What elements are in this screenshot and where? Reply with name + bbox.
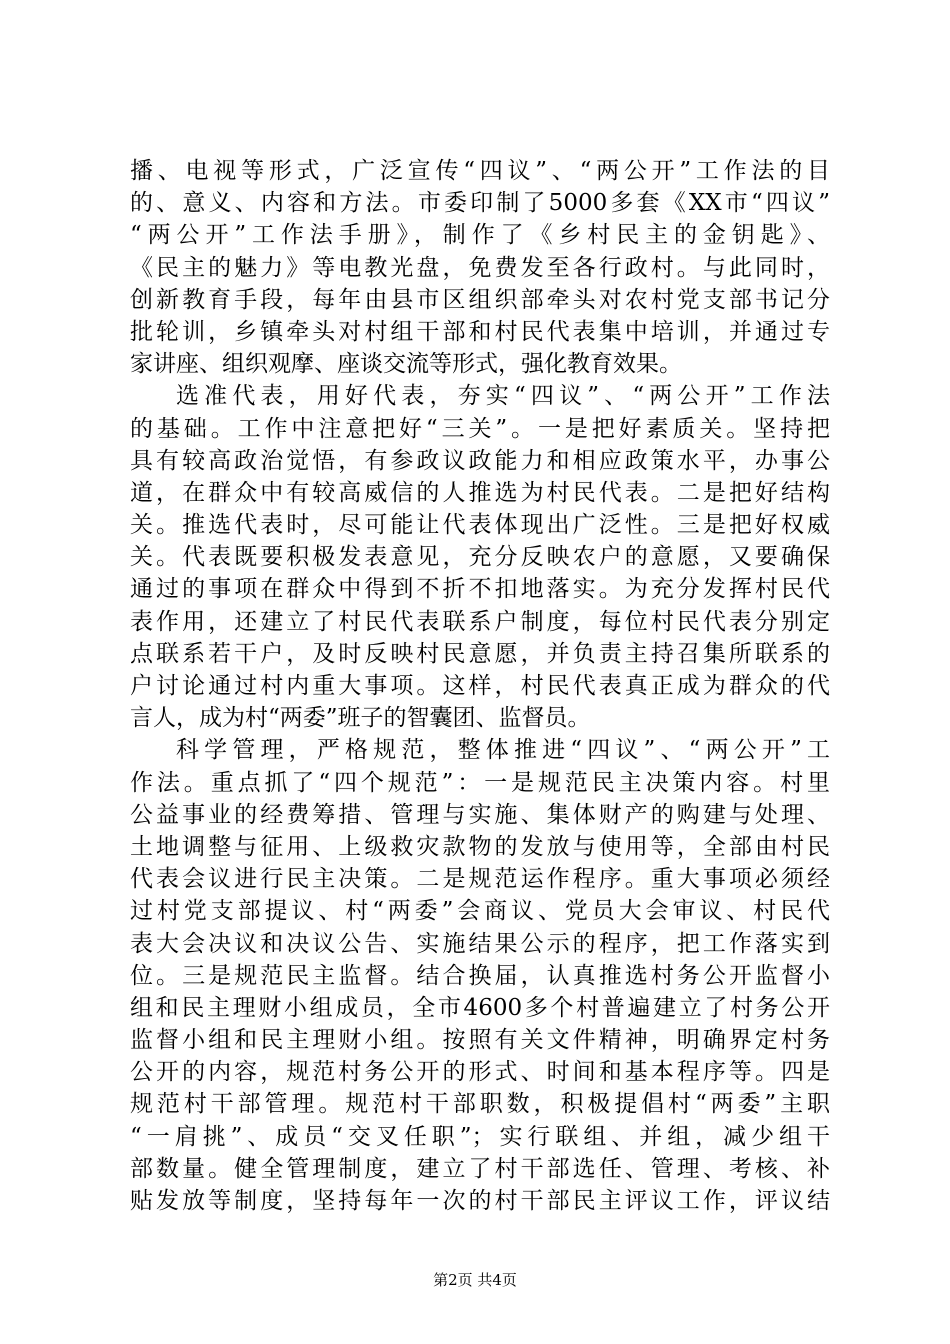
text-line: 规范村干部管理。规范村干部职数，积极提倡村“两委”主职 [130, 1091, 830, 1118]
text-line: 通过的事项在群众中得到不折不扣地落实。为充分发挥村民代 [130, 576, 830, 603]
paragraph-start-line: 选准代表，用好代表，夯实“四议”、“两公开”工作法 [176, 383, 830, 410]
text-line: 部数量。健全管理制度，建立了村干部选任、管理、考核、补 [130, 1155, 830, 1182]
text-line: 《民主的魅力》等电教光盘，免费发至各行政村。与此同时， [130, 254, 830, 281]
text-line: 监督小组和民主理财小组。按照有关文件精神，明确界定村务 [130, 1027, 830, 1054]
text-line: 代表会议进行民主决策。二是规范运作程序。重大事项必须经 [130, 866, 830, 893]
text-line: 道，在群众中有较高威信的人推选为村民代表。二是把好结构 [130, 479, 830, 506]
text-line: 的基础。工作中注意把好“三关”。一是把好素质关。坚持把 [130, 415, 830, 442]
paragraph-start-line: 科学管理，严格规范，整体推进“四议”、“两公开”工 [176, 737, 830, 764]
page-number-footer: 第2页 共4页 [433, 1271, 517, 1289]
text-line: “一肩挑”、成员“交叉任职”；实行联组、并组，减少组干 [130, 1123, 830, 1150]
text-line: 组和民主理财小组成员，全市4600多个村普遍建立了村务公开 [130, 994, 830, 1021]
text-line: 创新教育手段，每年由县市区组织部牵头对农村党支部书记分 [130, 286, 830, 313]
text-line: 播、电视等形式，广泛宣传“四议”、“两公开”工作法的目 [130, 158, 830, 184]
text-line: 表作用，还建立了村民代表联系户制度，每位村民代表分别定 [130, 608, 830, 635]
text-line: 的、意义、内容和方法。市委印制了5000多套《XX市“四议” [130, 190, 830, 217]
text-line: 户讨论通过村内重大事项。这样，村民代表真正成为群众的代 [130, 673, 830, 699]
text-line: 土地调整与征用、上级救灾款物的发放与使用等，全部由村民 [130, 833, 830, 860]
text-line: “两公开”工作法手册》，制作了《乡村民主的金钥匙》、 [130, 222, 830, 249]
text-line: 公益事业的经费筹措、管理与实施、集体财产的购建与处理、 [130, 801, 830, 828]
text-line: 过村党支部提议、村“两委”会商议、党员大会审议、村民代 [130, 898, 830, 925]
text-line: 关。推选代表时，尽可能让代表体现出广泛性。三是把好权威 [130, 512, 830, 539]
text-line: 批轮训，乡镇牵头对村组干部和村民代表集中培训，并通过专 [130, 318, 830, 345]
text-line: 作法。重点抓了“四个规范”：一是规范民主决策内容。村里 [130, 769, 830, 796]
text-line: 具有较高政治觉悟，有参政议政能力和相应政策水平，办事公 [130, 447, 830, 474]
text-line: 贴发放等制度，坚持每年一次的村干部民主评议工作，评议结 [130, 1188, 830, 1214]
text-line: 点联系若干户，及时反映村民意愿，并负责主持召集所联系的 [130, 640, 830, 667]
text-line: 家讲座、组织观摩、座谈交流等形式，强化教育效果。 [130, 351, 682, 378]
text-line: 位。三是规范民主监督。结合换届，认真推选村务公开监督小 [130, 962, 830, 989]
body-text [130, 155, 830, 1217]
text-line: 表大会决议和决议公告、实施结果公示的程序，把工作落实到 [130, 930, 830, 957]
text-line: 关。代表既要积极发表意见，充分反映农户的意愿，又要确保 [130, 544, 830, 571]
text-line: 言人，成为村“两委”班子的智囊团、监督员。 [130, 705, 591, 732]
text-line: 公开的内容，规范村务公开的形式、时间和基本程序等。四是 [130, 1059, 830, 1086]
